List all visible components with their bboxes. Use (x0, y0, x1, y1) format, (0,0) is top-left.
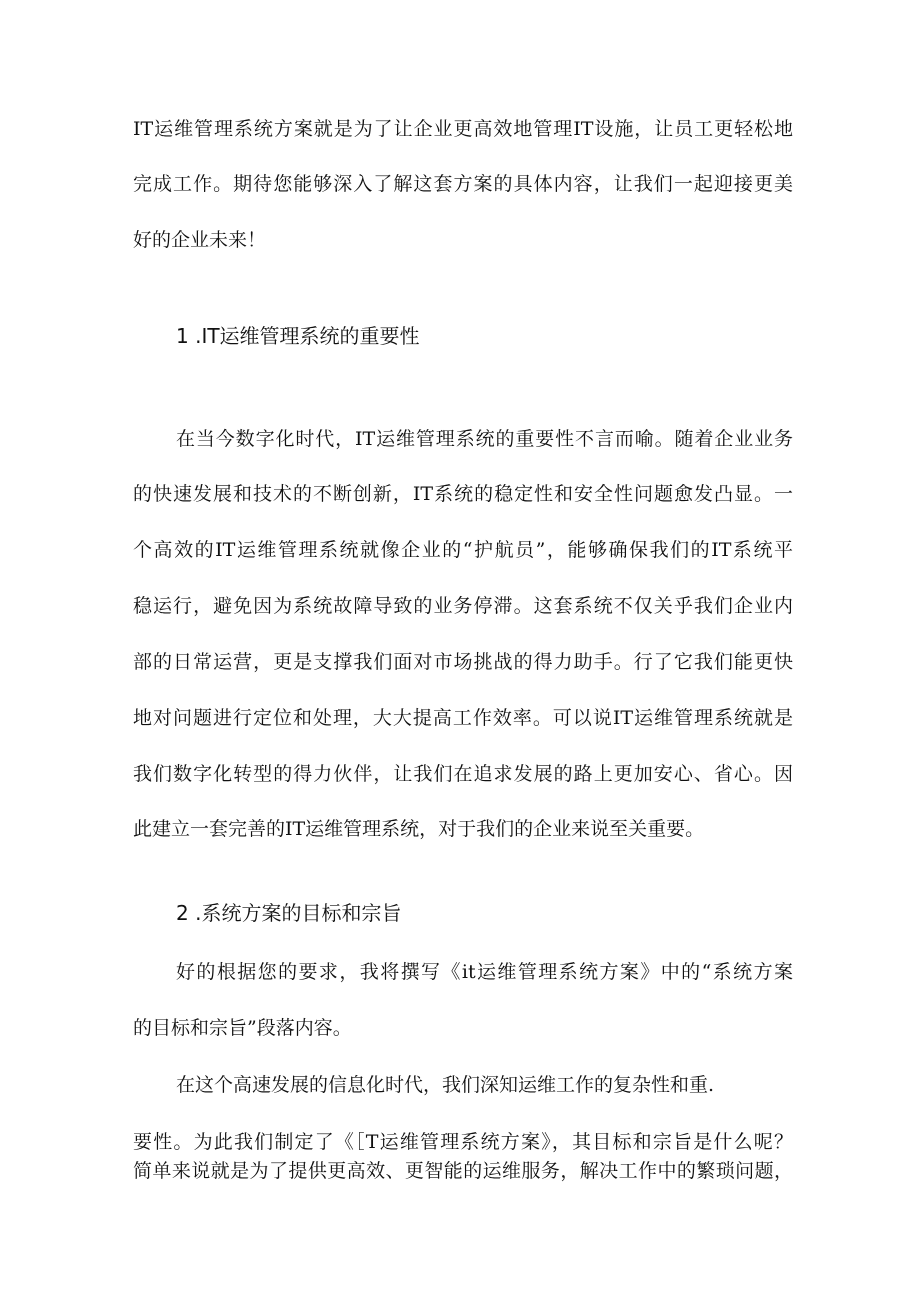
paragraph-line: 此建立一套完善的IT运维管理系统，对于我们的企业来说至关重要。 (133, 818, 705, 840)
paragraph-line: 稳运行，避免因为系统故障导致的业务停滞。这套系统不仅关乎我们企业内 (133, 595, 793, 617)
paragraph-line: 个高效的IT运维管理系统就像企业的“护航员”，能够确保我们的IT系统平 (133, 539, 793, 561)
paragraph-line: 部的日常运营，更是支撑我们面对市场挑战的得力助手。行了它我们能更快 (133, 651, 793, 673)
paragraph-line: 好的根据您的要求，我将撰写《it运维管理系统方案》中的“系统方案 (176, 961, 793, 983)
intro-line: IT运维管理系统方案就是为了让企业更高效地管理IT设施，让员工更轻松地 (133, 118, 793, 140)
paragraph-line: 的快速发展和技术的不断创新，IT系统的稳定性和安全性问题愈发凸显。一 (133, 483, 793, 505)
section-1-heading: 1 .IT运维管理系统的重要性 (176, 324, 420, 348)
paragraph-line: 要性。为此我们制定了《［T运维管理系统方案》，其目标和宗旨是什么呢？ (133, 1131, 793, 1153)
paragraph-line: 地对问题进行定位和处理，大大提高工作效率。可以说IT运维管理系统就是 (133, 707, 793, 729)
intro-line: 完成工作。期待您能够深入了解这套方案的具体内容，让我们一起迎接更美 (133, 173, 793, 195)
paragraph-line: 在这个高速发展的信息化时代，我们深知运维工作的复杂性和重. (176, 1074, 715, 1096)
paragraph-line: 我们数字化转型的得力伙伴，让我们在追求发展的路上更加安心、省心。因 (133, 763, 793, 785)
intro-line: 好的企业未来！ (133, 229, 267, 251)
paragraph-line: 在当今数字化时代，IT运维管理系统的重要性不言而喻。随着企业业务 (176, 428, 793, 450)
section-2-heading: 2 .系统方案的目标和宗旨 (176, 901, 402, 925)
paragraph-line: 简单来说就是为了提供更高效、更智能的运维服务，解决工作中的繁琐问题， (133, 1160, 793, 1182)
paragraph-line: 的目标和宗旨”段落内容。 (133, 1017, 352, 1039)
